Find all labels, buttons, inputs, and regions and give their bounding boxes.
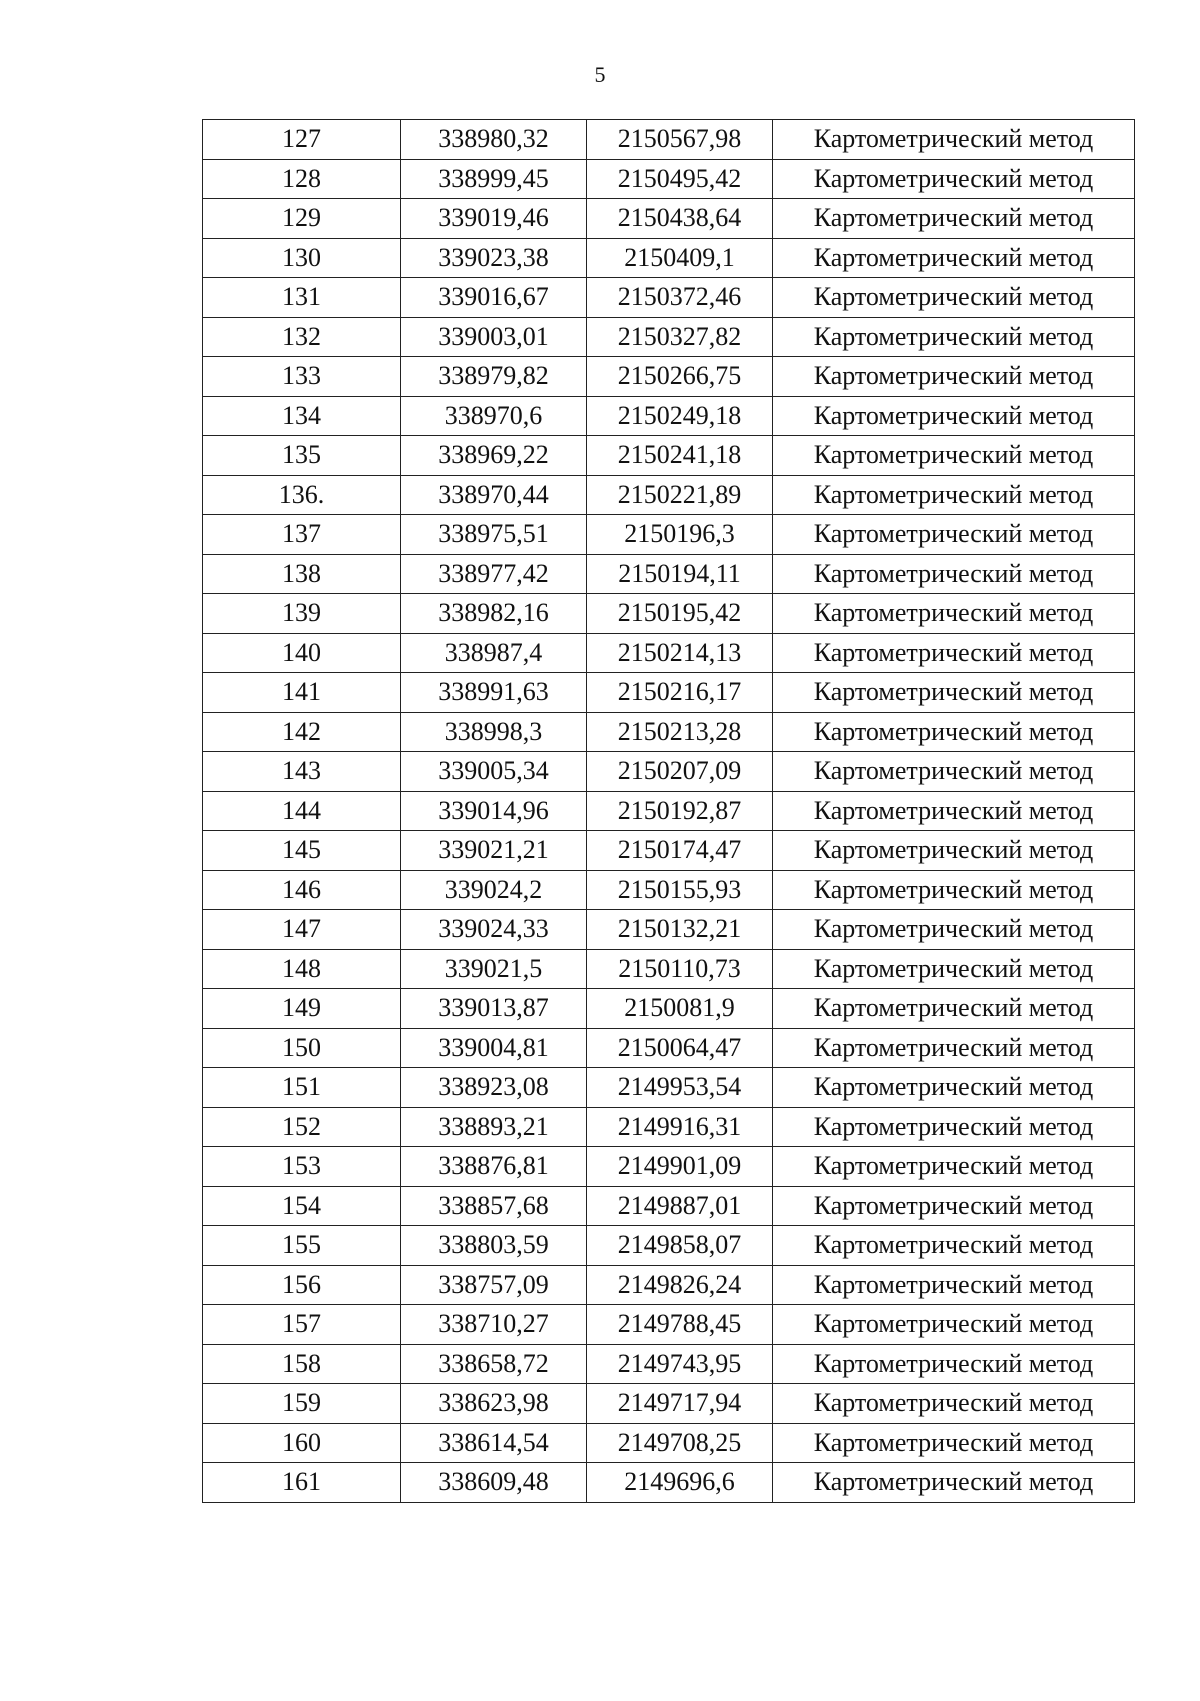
method-cell: Картометрический метод	[773, 238, 1135, 278]
y-coordinate-cell: 2149916,31	[587, 1107, 773, 1147]
table-row	[203, 1028, 1135, 1068]
table-row	[203, 554, 1135, 594]
point-number-cell: 134	[203, 396, 401, 436]
point-number-cell: 143	[203, 752, 401, 792]
y-coordinate-cell: 2150241,18	[587, 436, 773, 476]
method-cell: Картометрический метод	[773, 120, 1135, 160]
method-cell: Картометрический метод	[773, 357, 1135, 397]
table-row	[203, 436, 1135, 476]
table-row	[203, 1265, 1135, 1305]
y-coordinate-cell: 2150081,9	[587, 989, 773, 1029]
point-number-cell: 130	[203, 238, 401, 278]
y-coordinate-cell: 2149696,6	[587, 1463, 773, 1503]
x-coordinate-cell: 338876,81	[401, 1147, 587, 1187]
point-number-cell: 156	[203, 1265, 401, 1305]
method-cell: Картометрический метод	[773, 673, 1135, 713]
method-cell: Картометрический метод	[773, 475, 1135, 515]
x-coordinate-cell: 338991,63	[401, 673, 587, 713]
y-coordinate-cell: 2150438,64	[587, 199, 773, 239]
method-cell: Картометрический метод	[773, 396, 1135, 436]
point-number-cell: 127	[203, 120, 401, 160]
point-number-cell: 159	[203, 1384, 401, 1424]
table-row	[203, 1463, 1135, 1503]
point-number-cell: 142	[203, 712, 401, 752]
table-row	[203, 791, 1135, 831]
method-cell: Картометрический метод	[773, 831, 1135, 871]
y-coordinate-cell: 2150196,3	[587, 515, 773, 555]
table-row	[203, 317, 1135, 357]
method-cell: Картометрический метод	[773, 1423, 1135, 1463]
x-coordinate-cell: 338623,98	[401, 1384, 587, 1424]
x-coordinate-cell: 338999,45	[401, 159, 587, 199]
table-row	[203, 752, 1135, 792]
point-number-cell: 128	[203, 159, 401, 199]
table-row	[203, 989, 1135, 1029]
point-number-cell: 155	[203, 1226, 401, 1266]
table-row	[203, 396, 1135, 436]
x-coordinate-cell: 339024,2	[401, 870, 587, 910]
y-coordinate-cell: 2149788,45	[587, 1305, 773, 1345]
method-cell: Картометрический метод	[773, 317, 1135, 357]
table-row	[203, 673, 1135, 713]
y-coordinate-cell: 2149826,24	[587, 1265, 773, 1305]
method-cell: Картометрический метод	[773, 791, 1135, 831]
method-cell: Картометрический метод	[773, 1384, 1135, 1424]
method-cell: Картометрический метод	[773, 1344, 1135, 1384]
page-number: 5	[594, 62, 606, 87]
method-cell: Картометрический метод	[773, 1305, 1135, 1345]
x-coordinate-cell: 338977,42	[401, 554, 587, 594]
point-number-cell: 145	[203, 831, 401, 871]
point-number-cell: 149	[203, 989, 401, 1029]
y-coordinate-cell: 2149901,09	[587, 1147, 773, 1187]
x-coordinate-cell: 338982,16	[401, 594, 587, 634]
method-cell: Картометрический метод	[773, 1186, 1135, 1226]
x-coordinate-cell: 338893,21	[401, 1107, 587, 1147]
y-coordinate-cell: 2149708,25	[587, 1423, 773, 1463]
point-number-cell: 135	[203, 436, 401, 476]
method-cell: Картометрический метод	[773, 1068, 1135, 1108]
point-number-cell: 153	[203, 1147, 401, 1187]
point-number-cell: 152	[203, 1107, 401, 1147]
method-cell: Картометрический метод	[773, 554, 1135, 594]
table-row	[203, 1226, 1135, 1266]
x-coordinate-cell: 339024,33	[401, 910, 587, 950]
point-number-cell: 148	[203, 949, 401, 989]
method-cell: Картометрический метод	[773, 633, 1135, 673]
x-coordinate-cell: 338803,59	[401, 1226, 587, 1266]
y-coordinate-cell: 2149887,01	[587, 1186, 773, 1226]
y-coordinate-cell: 2150266,75	[587, 357, 773, 397]
x-coordinate-cell: 338975,51	[401, 515, 587, 555]
point-number-cell: 136.	[203, 475, 401, 515]
y-coordinate-cell: 2149717,94	[587, 1384, 773, 1424]
point-number-cell: 144	[203, 791, 401, 831]
point-number-cell: 129	[203, 199, 401, 239]
point-number-cell: 151	[203, 1068, 401, 1108]
table-row	[203, 1423, 1135, 1463]
method-cell: Картометрический метод	[773, 1265, 1135, 1305]
x-coordinate-cell: 339019,46	[401, 199, 587, 239]
table-row	[203, 712, 1135, 752]
y-coordinate-cell: 2150409,1	[587, 238, 773, 278]
y-coordinate-cell: 2150110,73	[587, 949, 773, 989]
y-coordinate-cell: 2150194,11	[587, 554, 773, 594]
x-coordinate-cell: 338970,44	[401, 475, 587, 515]
table-row	[203, 1305, 1135, 1345]
table-row	[203, 515, 1135, 555]
x-coordinate-cell: 339014,96	[401, 791, 587, 831]
table-row	[203, 1186, 1135, 1226]
x-coordinate-cell: 338923,08	[401, 1068, 587, 1108]
method-cell: Картометрический метод	[773, 1147, 1135, 1187]
x-coordinate-cell: 339003,01	[401, 317, 587, 357]
x-coordinate-cell: 338658,72	[401, 1344, 587, 1384]
x-coordinate-cell: 338987,4	[401, 633, 587, 673]
y-coordinate-cell: 2149743,95	[587, 1344, 773, 1384]
y-coordinate-cell: 2150221,89	[587, 475, 773, 515]
table-row	[203, 475, 1135, 515]
table-row	[203, 1384, 1135, 1424]
table-row	[203, 870, 1135, 910]
x-coordinate-cell: 338609,48	[401, 1463, 587, 1503]
x-coordinate-cell: 338998,3	[401, 712, 587, 752]
table-row	[203, 159, 1135, 199]
x-coordinate-cell: 338757,09	[401, 1265, 587, 1305]
method-cell: Картометрический метод	[773, 870, 1135, 910]
table-row	[203, 120, 1135, 160]
y-coordinate-cell: 2150195,42	[587, 594, 773, 634]
method-cell: Картометрический метод	[773, 712, 1135, 752]
y-coordinate-cell: 2150192,87	[587, 791, 773, 831]
point-number-cell: 160	[203, 1423, 401, 1463]
x-coordinate-cell: 339021,21	[401, 831, 587, 871]
method-cell: Картометрический метод	[773, 594, 1135, 634]
point-number-cell: 157	[203, 1305, 401, 1345]
y-coordinate-cell: 2150249,18	[587, 396, 773, 436]
point-number-cell: 161	[203, 1463, 401, 1503]
point-number-cell: 150	[203, 1028, 401, 1068]
method-cell: Картометрический метод	[773, 1226, 1135, 1266]
y-coordinate-cell: 2150495,42	[587, 159, 773, 199]
table-row	[203, 1068, 1135, 1108]
table-row	[203, 1344, 1135, 1384]
table-row	[203, 1147, 1135, 1187]
x-coordinate-cell: 338710,27	[401, 1305, 587, 1345]
point-number-cell: 158	[203, 1344, 401, 1384]
method-cell: Картометрический метод	[773, 910, 1135, 950]
x-coordinate-cell: 339004,81	[401, 1028, 587, 1068]
coordinates-table-body	[203, 120, 1135, 1503]
table-row	[203, 910, 1135, 950]
x-coordinate-cell: 339005,34	[401, 752, 587, 792]
y-coordinate-cell: 2150216,17	[587, 673, 773, 713]
table-row	[203, 199, 1135, 239]
table-row	[203, 357, 1135, 397]
y-coordinate-cell: 2149858,07	[587, 1226, 773, 1266]
y-coordinate-cell: 2150155,93	[587, 870, 773, 910]
y-coordinate-cell: 2150567,98	[587, 120, 773, 160]
table-row	[203, 831, 1135, 871]
method-cell: Картометрический метод	[773, 1028, 1135, 1068]
point-number-cell: 154	[203, 1186, 401, 1226]
coordinates-table	[202, 119, 1135, 1503]
x-coordinate-cell: 338970,6	[401, 396, 587, 436]
y-coordinate-cell: 2150132,21	[587, 910, 773, 950]
x-coordinate-cell: 338614,54	[401, 1423, 587, 1463]
point-number-cell: 147	[203, 910, 401, 950]
method-cell: Картометрический метод	[773, 949, 1135, 989]
x-coordinate-cell: 339013,87	[401, 989, 587, 1029]
method-cell: Картометрический метод	[773, 278, 1135, 318]
point-number-cell: 141	[203, 673, 401, 713]
method-cell: Картометрический метод	[773, 989, 1135, 1029]
y-coordinate-cell: 2149953,54	[587, 1068, 773, 1108]
method-cell: Картометрический метод	[773, 159, 1135, 199]
y-coordinate-cell: 2150213,28	[587, 712, 773, 752]
method-cell: Картометрический метод	[773, 436, 1135, 476]
point-number-cell: 138	[203, 554, 401, 594]
point-number-cell: 133	[203, 357, 401, 397]
y-coordinate-cell: 2150064,47	[587, 1028, 773, 1068]
point-number-cell: 137	[203, 515, 401, 555]
table-row	[203, 278, 1135, 318]
x-coordinate-cell: 338857,68	[401, 1186, 587, 1226]
point-number-cell: 132	[203, 317, 401, 357]
x-coordinate-cell: 338980,32	[401, 120, 587, 160]
x-coordinate-cell: 339016,67	[401, 278, 587, 318]
point-number-cell: 146	[203, 870, 401, 910]
method-cell: Картометрический метод	[773, 1107, 1135, 1147]
method-cell: Картометрический метод	[773, 752, 1135, 792]
method-cell: Картометрический метод	[773, 199, 1135, 239]
x-coordinate-cell: 338969,22	[401, 436, 587, 476]
y-coordinate-cell: 2150214,13	[587, 633, 773, 673]
table-row	[203, 949, 1135, 989]
table-row	[203, 1107, 1135, 1147]
x-coordinate-cell: 338979,82	[401, 357, 587, 397]
point-number-cell: 131	[203, 278, 401, 318]
point-number-cell: 140	[203, 633, 401, 673]
method-cell: Картометрический метод	[773, 515, 1135, 555]
y-coordinate-cell: 2150327,82	[587, 317, 773, 357]
x-coordinate-cell: 339023,38	[401, 238, 587, 278]
table-row	[203, 633, 1135, 673]
y-coordinate-cell: 2150207,09	[587, 752, 773, 792]
method-cell: Картометрический метод	[773, 1463, 1135, 1503]
y-coordinate-cell: 2150174,47	[587, 831, 773, 871]
point-number-cell: 139	[203, 594, 401, 634]
y-coordinate-cell: 2150372,46	[587, 278, 773, 318]
table-row	[203, 594, 1135, 634]
x-coordinate-cell: 339021,5	[401, 949, 587, 989]
table-row	[203, 238, 1135, 278]
